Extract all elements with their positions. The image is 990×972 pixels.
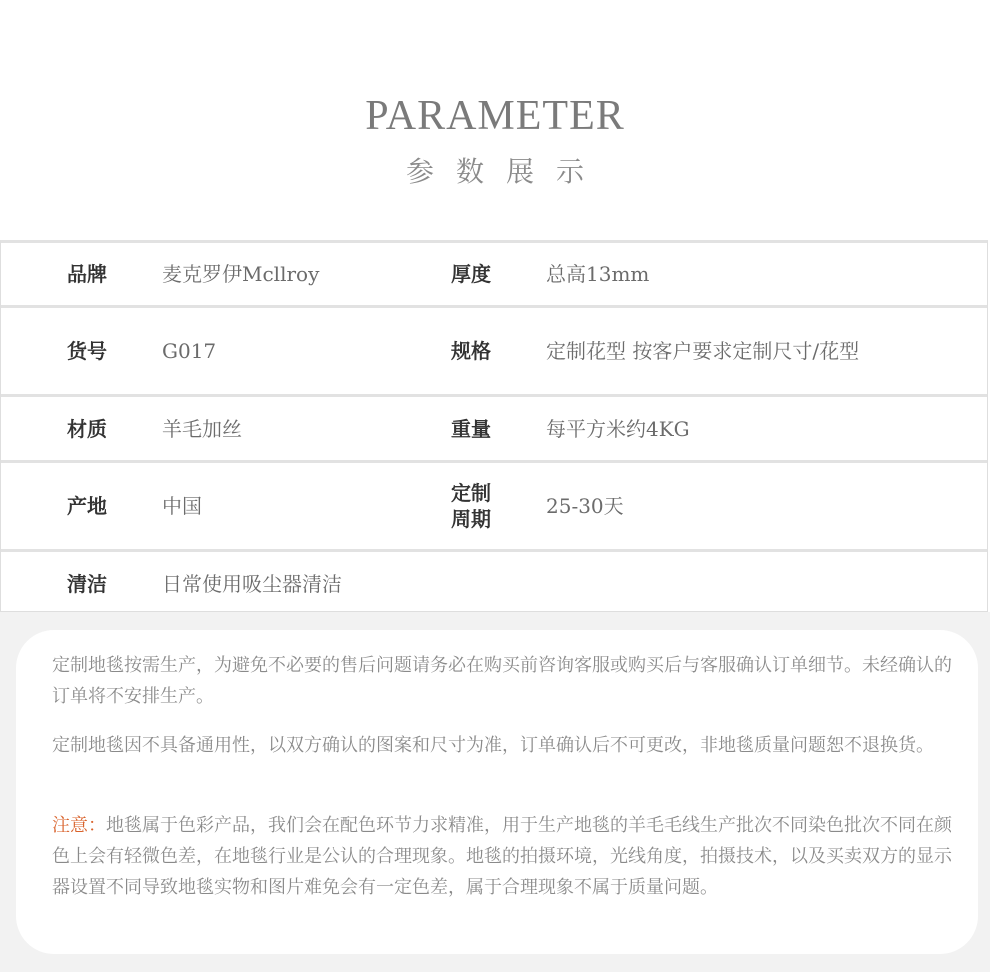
table-row <box>1 552 987 615</box>
origin-label: 产地 <box>67 494 107 518</box>
brand-value: 麦克罗伊Mcllroy <box>162 262 320 286</box>
notice-paragraph-2: 定制地毯因不具备通用性，以双方确认的图案和尺寸为准，订单确认后不可更改，非地毯质量问题恕不退换货。 <box>52 735 934 756</box>
notice-paragraph-3 <box>52 810 952 903</box>
item-number-label: 货号 <box>67 339 107 363</box>
notice-paragraph-1: 定制地毯按需生产，为避免不必要的售后问题请务必在购买前咨询客服或购买后与客服确认订单细节。未经确认的订单将不安排生产。 <box>52 655 952 707</box>
custom-period-value: 25-30天 <box>546 494 624 518</box>
warning-text: 地毯属于色彩产品，我们会在配色环节力求精准，用于生产地毯的羊毛毛线生产批次不同染色批次不同在颜色上会有轻微色差，在地毯行业是公认的合理现象。地毯的拍摄环境，光线角度，拍摄技术，以及买卖双方的显示器设置不同导致地毯实物和图片难免会有一定色差，属于合理现象不属于质量问题。 <box>52 815 952 898</box>
table-row <box>1 463 987 552</box>
weight-label: 重量 <box>451 416 491 441</box>
specification-label: 规格 <box>451 339 491 363</box>
warning-label: 注意： <box>52 815 106 836</box>
specification-value: 定制花型 按客户要求定制尺寸/花型 <box>546 339 860 363</box>
notice-section <box>0 612 990 972</box>
weight-value: 每平方米约4KG <box>546 416 690 441</box>
parameter-table <box>0 240 988 612</box>
page-title-chinese: 参数展示 <box>405 155 606 188</box>
material-label: 材质 <box>67 416 107 441</box>
notice-card <box>16 630 978 954</box>
thickness-label: 厚度 <box>451 262 491 286</box>
table-row <box>1 397 987 463</box>
header <box>0 0 990 240</box>
cleaning-label: 清洁 <box>67 571 107 596</box>
cleaning-value: 日常使用吸尘器清洁 <box>162 571 342 596</box>
table-row <box>1 243 987 308</box>
custom-period-label-line1: 定制 <box>451 481 491 505</box>
origin-value: 中国 <box>162 494 202 518</box>
page-title-english: PARAMETER <box>365 93 625 139</box>
thickness-value: 总高13mm <box>546 262 650 286</box>
item-number-value: G017 <box>162 339 217 363</box>
material-value: 羊毛加丝 <box>162 416 242 441</box>
brand-label: 品牌 <box>67 262 107 286</box>
custom-period-label-line2: 周期 <box>451 507 491 531</box>
table-row <box>1 308 987 397</box>
